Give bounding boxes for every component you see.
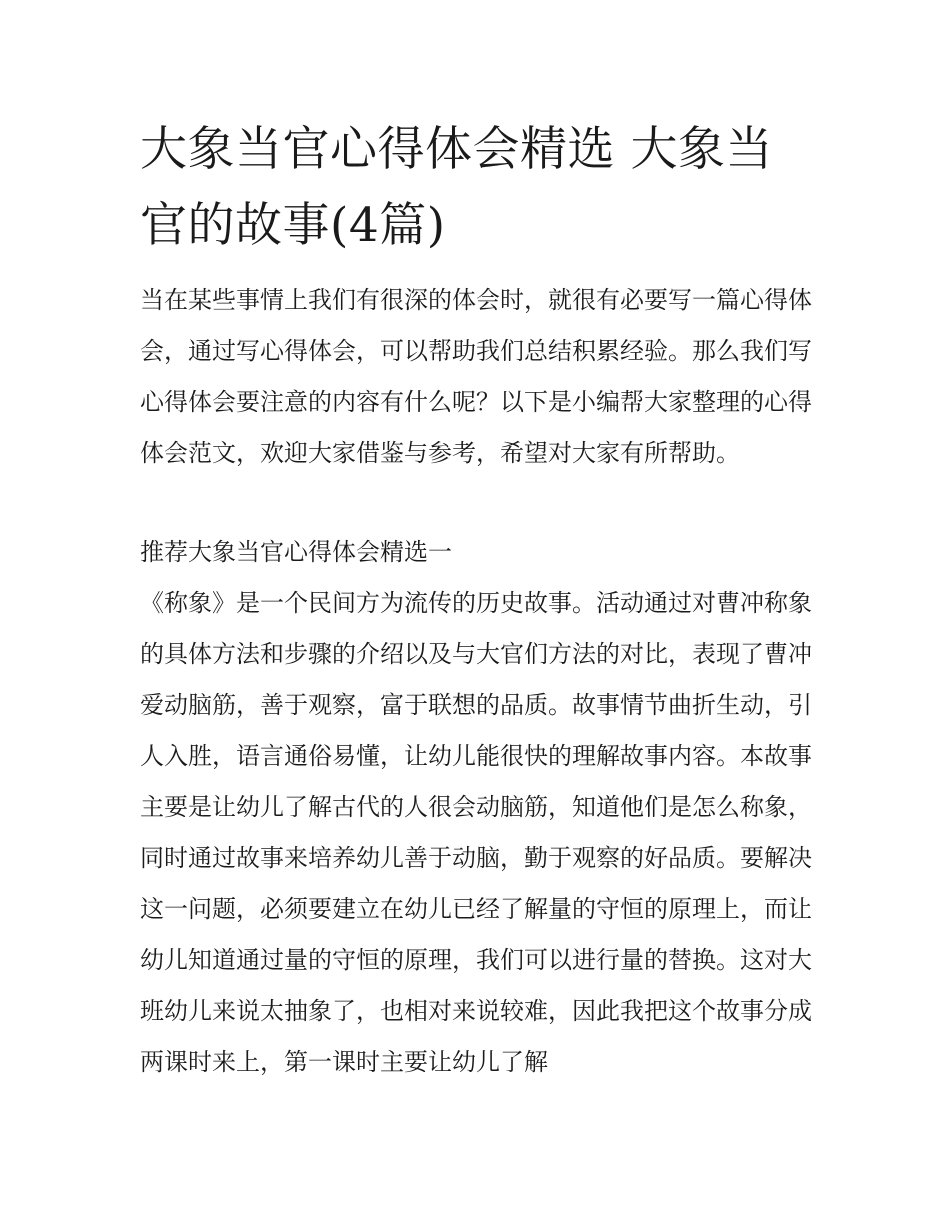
section-heading: 推荐大象当官心得体会精选一 bbox=[140, 538, 452, 566]
body-paragraph: 《称象》是一个民间方为流传的历史故事。活动通过对曹冲称象的具体方法和步骤的介绍以及与大官们方法的对比，表现了曹冲爱动脑筋，善于观察，富于联想的品质。故事情节曲折生动，引人入胜，语言通俗易懂，让幼儿能很快的理解故事内容。本故事主要是让幼儿了解古代的人很会动脑筋，知道他们是怎么称象，同时通过故事来培养幼儿善于动脑，勤于观察的好品质。要解决这一问题，必须要建立在幼儿已经了解量的守恒的原理上，而让幼儿知道通过量的守恒的原理，我们可以进行量的替换。这对大班幼儿来说太抽象了，也相对来说较难，因此我把这个故事分成两课时来上，第一课时主要让幼儿了解 bbox=[140, 589, 812, 1076]
intro-paragraph: 当在某些事情上我们有很深的体会时，就很有必要写一篇心得体会，通过写心得体会，可以帮助我们总结积累经验。那么我们写心得体会要注意的内容有什么呢？以下是小编帮大家整理的心得体会范文，欢迎大家借鉴与参考，希望对大家有所帮助。 bbox=[140, 286, 812, 467]
document-title: 大象当官心得体会精选 大象当官的故事(4篇) bbox=[140, 122, 773, 253]
